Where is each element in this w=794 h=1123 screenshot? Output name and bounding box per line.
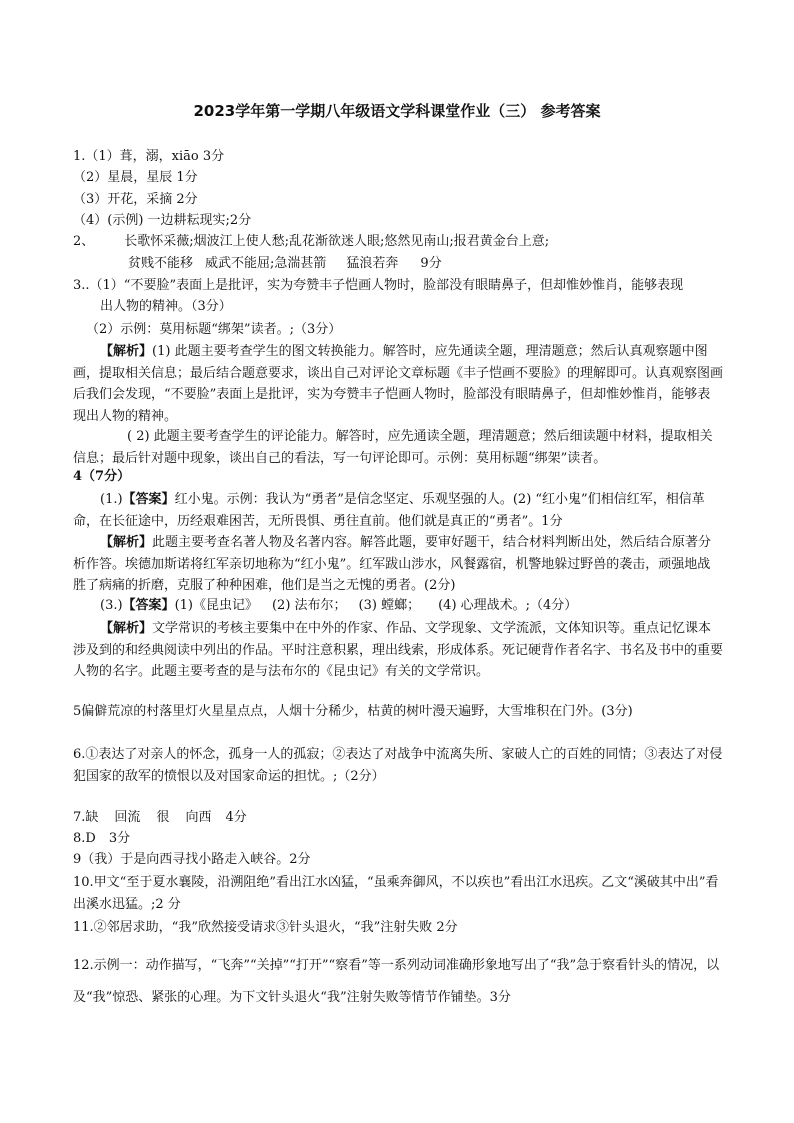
analysis-3-1: 【解析】(1) 此题主要考查学生的图文转换能力。解答时，应先通读全题，理清题意；然后认真观察题中图画，提取相关信息；最后结合题意要求，谈出自己对评论文章标题《丰子恺画不要脸》的理解即可。认真观察图画后我们会发现，“不要脸”表面上是批评，实为夸赞丰子恺画人物时，脸部没有眼睛鼻子，但却惟妙惟肖，能够表现出人物的精神。 (73, 344, 724, 424)
answer-8: 8.D 3分 (73, 831, 131, 846)
answer-6: 6.①表达了对亲人的怀念，孤身一人的孤寂；②表达了对战争中流离失所、家破人亡的百姓的同情；③表达了对侵犯国家的敌军的愤恨以及对国家命运的担忧。;（2分） (73, 747, 723, 784)
answer-4-1: (1.)【答案】红小鬼。示例：我认为“勇者”是信念坚定、乐观坚强的人。(2) “红小鬼”们相信红军，相信革命，在长征途中，历经艰难困苦，无所畏惧、勇往直前。他们就是真正的“勇者”。1分 (73, 492, 705, 529)
answer-10: 10.甲文“至于夏水襄陵，沿溯阻绝”看出江水凶猛，“虽乘奔御风，不以疾也”看出江水迅疾。乙文“溪破其中出”看出溪水迅猛。;2 分 (73, 875, 719, 912)
answer-2-line-b: 贫贱不能移 威武不能屈;急湍甚箭 猛浪若奔 9分 (128, 256, 442, 271)
answer-12: 12.示例一：动作描写，“飞奔”“关掉”“打开”“察看”等一系列动词准确形象地写出了“我”急于察看针头的情况，以及“我”惊恐、紧张的心理。为下文针头退火“我”注射失败等情节作铺垫。3分 (73, 958, 720, 1005)
answer-11: 11.②邻居求助，“我”欣然接受请求③针头退火，“我”注射失败 2分 (73, 920, 458, 935)
analysis-4-1: 【解析】此题主要考查名著人物及名著内容。解答此题，要审好题干，结合材料判断出处，然后结合原著分析作答。埃德加斯诺将红军亲切地称为“红小鬼”。红军跋山涉水，风餐露宿，机警地躲过野兽的袭击，顽强地战胜了病痛的折磨，克服了种种困难，他们是当之无愧的勇者。(2分) (73, 535, 712, 593)
answer-2-number: 2、 (73, 234, 95, 249)
page-title: 2023学年第一学期八年级语文学科课堂作业（三） 参考答案 (193, 102, 601, 120)
question-4-heading: 4（7分） (73, 469, 131, 484)
answer-7: 7.缺 回流 很 向西 4分 (73, 810, 247, 825)
answer-9: 9（我）于是向西寻找小路走入峡谷。2分 (73, 852, 311, 867)
answer-2-line-a (73, 232, 723, 252)
answer-1-1: 1.（1）葺，溺，xiāo 3分 (73, 149, 225, 164)
answer-1-3: （3）开花，采摘 2分 (73, 192, 198, 207)
answer-5: 5偏僻荒凉的村落里灯火星星点点，人烟十分稀少，枯黄的树叶漫天遍野，大雪堆积在门外。(3分) (73, 704, 633, 719)
analysis-3-2: ( 2) 此题主要考查学生的评论能力。解答时，应先通读全题，理清题意；然后细读题中材料，提取相关信息；最后针对题中现象，谈出自己的看法，写一句评论即可。示例：莫用标题“绑架”读者。 (73, 429, 713, 466)
answer-3-1-cont: 出人物的精神。（3分） (100, 299, 232, 314)
analysis-4-3: 【解析】文学常识的考核主要集中在中外的作家、作品、文学现象、文学流派，文体知识等。重点记忆课本涉及到的和经典阅读中列出的作品。平时注意积累，理出线索，形成体系。死记硬背作者名字、书名及书中的重要人物的名字。此题主要考查的是与法布尔的《昆虫记》有关的文学常识。 (73, 621, 724, 679)
answer-2-text-a: 长歌怀采薇;烟波江上使人愁;乱花渐欲迷人眼;悠然见南山;报君黄金台上意; (124, 234, 550, 249)
answer-3-1: 3..（1）“不要脸”表面上是批评，实为夸赞丰子恺画人物时，脸部没有眼睛鼻子，但却惟妙惟肖，能够表现 (73, 278, 684, 293)
answer-3-2: （2）示例：莫用标题“绑架”读者。;（3分） (86, 322, 342, 337)
answer-1-4: （4）(示例) 一边耕耘现实;2分 (73, 213, 252, 228)
answer-4-3: (3.)【答案】(1)《昆虫记》 (2) 法布尔； (3) 螳螂； (4) 心理战术。;（4分） (100, 598, 578, 613)
answer-1-2: （2）星晨，星辰 1分 (73, 170, 198, 185)
